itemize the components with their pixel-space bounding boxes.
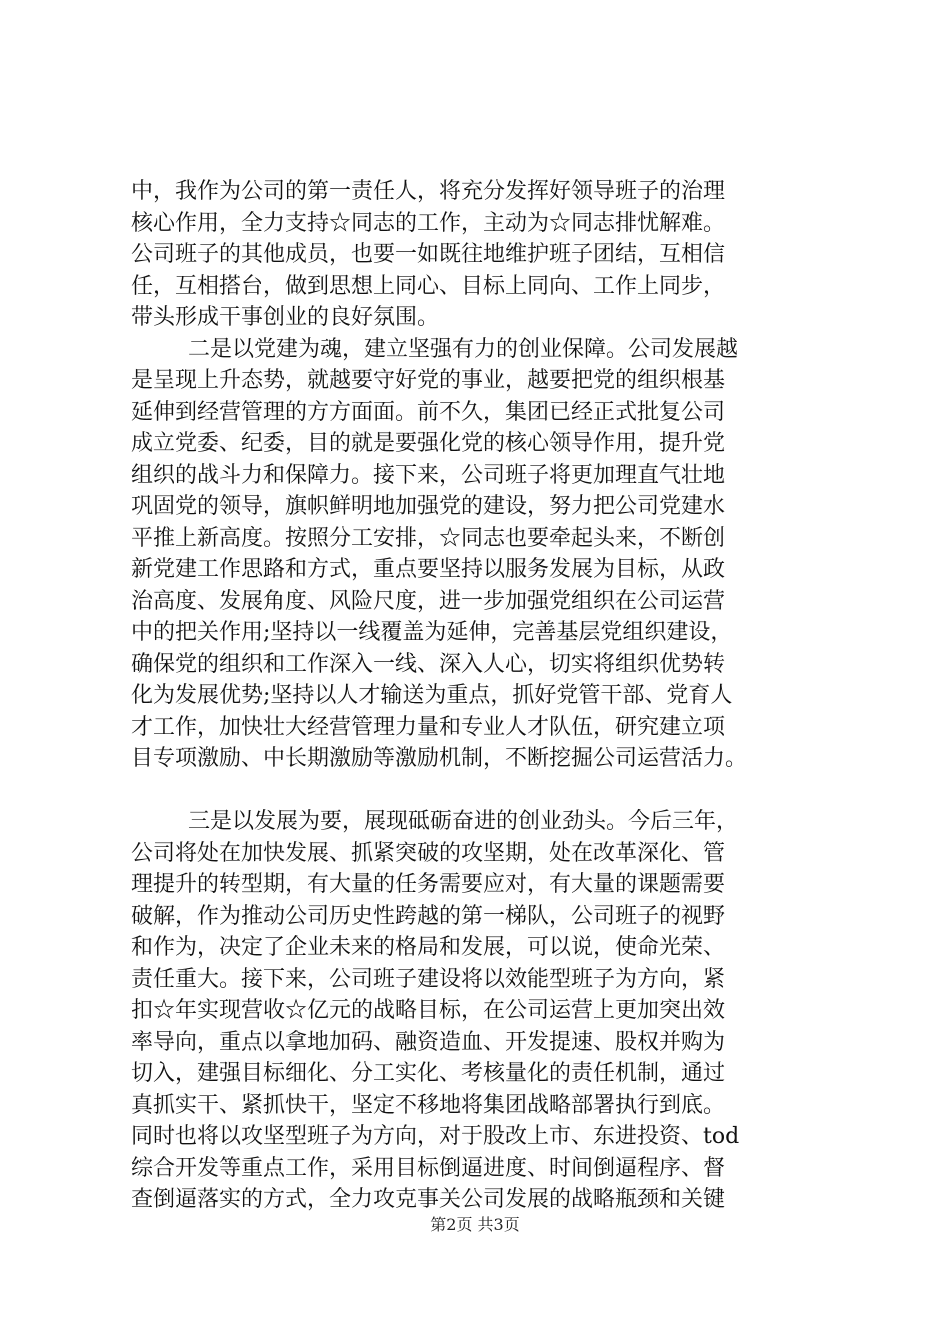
text-line: 延伸到经营管理的方方面面。前不久，集团已经正式批复公司	[131, 399, 726, 425]
text-line: 组织的战斗力和保障力。接下来，公司班子将更加理直气壮地	[131, 462, 726, 488]
text-line: 化为发展优势;坚持以人才输送为重点，抓好党管干部、党育人	[131, 683, 733, 708]
text-line: 巩固党的领导，旗帜鲜明地加强党的建设，努力把公司党建水	[131, 494, 726, 519]
text-line: 理提升的转型期，有大量的任务需要应对，有大量的课题需要	[131, 872, 726, 897]
text-line: 率导向，重点以拿地加码、融资造血、开发提速、股权并购为	[131, 1029, 726, 1055]
text-line: 治高度、发展角度、风险尺度，进一步加强党组织在公司运营	[131, 588, 726, 614]
text-line: 公司班子的其他成员，也要一如既往地维护班子团结，互相信	[131, 242, 726, 267]
text-line: 平推上新高度。按照分工安排，☆同志也要牵起头来，不断创	[131, 525, 726, 551]
text-line: 目专项激励、中长期激励等激励机制，不断挖掘公司运营活力。	[131, 746, 748, 771]
text-line: 扣☆年实现营收☆亿元的战略目标，在公司运营上更加突出效	[131, 998, 726, 1023]
page-footer: 第2页 共3页	[430, 1215, 520, 1234]
text-line: 才工作，加快壮大经营管理力量和专业人才队伍，研究建立项	[131, 714, 726, 740]
text-line: 核心作用，全力支持☆同志的工作，主动为☆同志排忧解难。	[131, 210, 726, 236]
paragraph-start-line: 三是以发展为要，展现砥砺奋进的创业劲头。今后三年，	[188, 809, 739, 834]
text-line: 是呈现上升态势，就越要守好党的事业，越要把党的组织根基	[131, 368, 726, 393]
text-line: 责任重大。接下来，公司班子建设将以效能型班子为方向，紧	[131, 966, 726, 992]
text-line: 中的把关作用;坚持以一线覆盖为延伸，完善基层党组织建设，	[131, 620, 733, 645]
text-line: 成立党委、纪委，目的就是要强化党的核心领导作用，提升党	[131, 431, 726, 456]
text-line: 和作为，决定了企业未来的格局和发展，可以说，使命光荣、	[131, 935, 726, 960]
text-line: 公司将处在加快发展、抓紧突破的攻坚期，处在改革深化、管	[131, 840, 726, 866]
text-line: 综合开发等重点工作，采用目标倒逼进度、时间倒逼程序、督	[131, 1155, 726, 1181]
body-text	[131, 176, 831, 1216]
text-line: 破解，作为推动公司历史性跨越的第一梯队，公司班子的视野	[131, 903, 726, 929]
text-line: 确保党的组织和工作深入一线、深入人心，切实将组织优势转	[131, 651, 726, 677]
paragraph-start-line: 二是以党建为魂，建立坚强有力的创业保障。公司发展越	[188, 336, 739, 362]
text-line: 真抓实干、紧抓快干，坚定不移地将集团战略部署执行到底。	[131, 1092, 726, 1118]
text-line: 新党建工作思路和方式，重点要坚持以服务发展为目标，从政	[131, 557, 726, 582]
text-line: 中，我作为公司的第一责任人，将充分发挥好领导班子的治理	[131, 179, 726, 204]
text-line: 带头形成干事创业的良好氛围。	[131, 305, 440, 330]
text-line: 同时也将以攻坚型班子为方向，对于股改上市、东进投资、tod	[131, 1124, 740, 1149]
text-line: 切入，建强目标细化、分工实化、考核量化的责任机制，通过	[131, 1061, 726, 1086]
text-line: 任，互相搭台，做到思想上同心、目标上同向、工作上同步，	[131, 273, 726, 299]
paragraph-spacer	[131, 775, 831, 807]
text-line: 查倒逼落实的方式，全力攻克事关公司发展的战略瓶颈和关键	[131, 1187, 726, 1212]
